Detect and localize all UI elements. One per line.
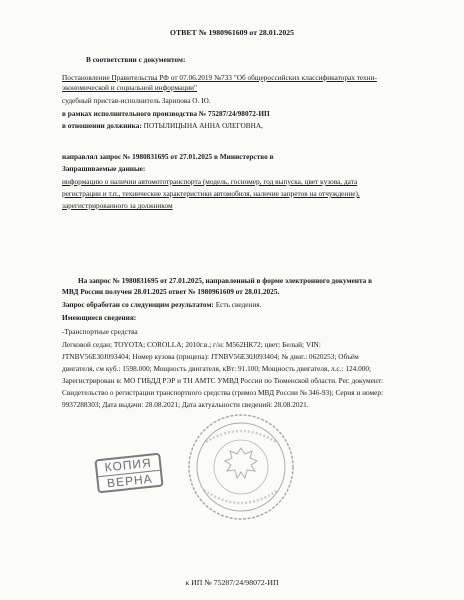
- bailiff-line: судебный пристав-исполнитель Зарипова О. Ю.: [62, 96, 211, 105]
- info-line-2: Легковой седан; TOYOTA; COROLLA; 2010г.в.; г/н: М562НК72; цвет: Белый; VIN:: [62, 340, 321, 349]
- info-line-7: 9937288303; Дата выдачи: 28.08.2021; Дата актуальности сведений: 28.08.2021.: [62, 400, 309, 409]
- response-line-2: МВД России получен 28.01.2025 ответ № 1980961609 от 28.01.2025.: [62, 287, 280, 296]
- copy-certified-stamp: [94, 453, 163, 494]
- stamp-line-2: ВЕРНА: [98, 470, 161, 491]
- info-line-4: двигателя, см куб.: 1598.000; Мощность двигателя, кВт: 91.100; Мощность двигателя, л.с.: 124.000;: [62, 364, 372, 373]
- requested-line-2: регистрации и т.п., технические характеристики автомобиля, наличие запретов на отчуждение),: [62, 189, 360, 198]
- stamp-line-1: КОПИЯ: [103, 455, 153, 475]
- debtor-name: ПОТЫЛИЦЫНА АННА ОЛЕГОВНА,: [143, 121, 263, 130]
- info-label: Имеющиеся сведения:: [62, 313, 137, 322]
- debtor-line: [62, 121, 263, 130]
- info-line-3: JTNBV56E30J093404; Номер кузова (прицепа): JTNBV56E30J093404; № двиг.: 0620253; Объём: [62, 352, 359, 361]
- info-line-1: -Транспортные средства: [62, 327, 138, 336]
- official-seal-icon: [186, 412, 296, 522]
- requested-label: Запрашиваемые данные:: [62, 164, 146, 173]
- decree-line-2: экономической и социальной информации": [62, 83, 197, 92]
- footer-reference: к ИП № 75287/24/98072-ИП: [185, 578, 279, 587]
- request-sent-line: направлял запрос № 1980831695 от 27.01.2025 в Министерство в: [62, 152, 274, 161]
- processed-line: [62, 300, 261, 309]
- proceeding-line: в рамках исполнительного производства № 75287/24/98072-ИП: [62, 109, 270, 118]
- processed-label: Запрос обработан со следующим результатом:: [62, 300, 214, 309]
- info-line-6: Свидетельство о регистрации транспортного средства (гримоз МВД России № 346-93); Серия и номер:: [62, 388, 384, 397]
- document-title: ОТВЕТ № 1980961609 от 28.01.2025: [169, 28, 295, 37]
- response-line-1: На запрос № 1980831695 от 27.01.2025, направленный в форме электронного документа в: [78, 276, 373, 285]
- requested-line-1: информацию о наличии автомототранспорта (модель, госномер, год выпуска, цвет кузова, дата: [62, 177, 358, 186]
- debtor-prefix: в отношении должника:: [62, 121, 142, 130]
- info-line-5: Зарегистрирован в: МО ГИБДД РЭР и ТН АМТС УМВД России по Тюменской области. Рег. документ:: [62, 376, 383, 385]
- decree-line-1: Постановление Правительства РФ от 07.06.2019 №733 "Об общероссийских классификаторах техни-: [62, 73, 377, 82]
- basis-heading: В соответствии с документом:: [86, 55, 186, 64]
- processed-value: Есть сведения.: [215, 300, 262, 309]
- requested-line-3: зарегистрированного за должником: [62, 201, 173, 210]
